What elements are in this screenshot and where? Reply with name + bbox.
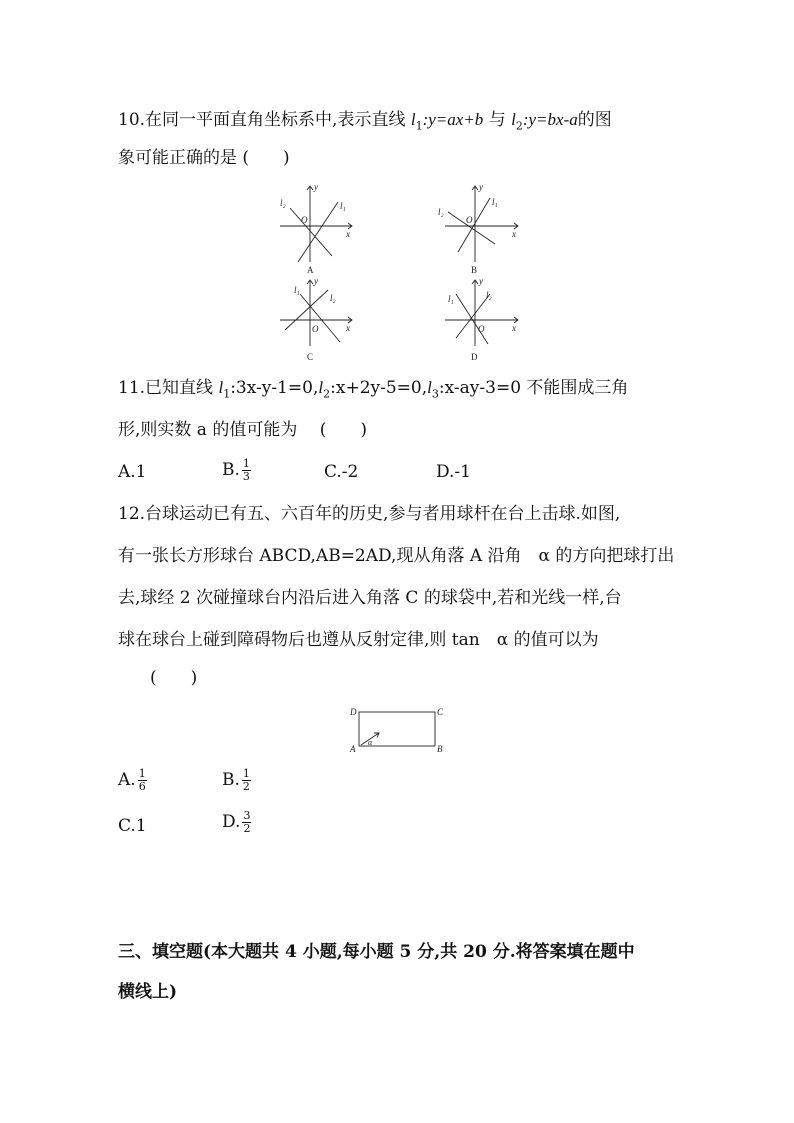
q12-line-3: 去,球经 2 次碰撞球台内沿后进入角落 C 的球袋中,若和光线一样,台 bbox=[118, 588, 622, 608]
q12-line-4: 球在球台上碰到障碍物后也遵从反射定律,则 tan α 的值可以为 bbox=[118, 630, 599, 650]
graph-c-caption: C bbox=[307, 352, 314, 362]
q11-option-c[interactable]: C.-2 bbox=[324, 462, 359, 482]
q10-l1-symbol: l bbox=[410, 110, 416, 129]
q11-line-1 bbox=[118, 378, 628, 404]
q10-lead: 10.在同一平面直角坐标系中,表示直线 bbox=[118, 110, 406, 130]
q11-option-b[interactable] bbox=[222, 458, 251, 483]
q12-option-b-denominator: 2 bbox=[242, 780, 250, 793]
graph-d-l1-label: l₁ bbox=[448, 294, 454, 304]
q12-option-b-fraction bbox=[242, 768, 251, 793]
q10-l1-equation: :y=ax+b bbox=[422, 110, 484, 129]
graph-a-x-label: x bbox=[346, 229, 350, 239]
q12-option-b[interactable] bbox=[222, 768, 251, 793]
graph-b-caption: B bbox=[471, 265, 478, 275]
q12-option-b-prefix: B. bbox=[222, 770, 240, 790]
q12-option-a-fraction bbox=[138, 768, 147, 793]
q11-option-b-fraction bbox=[242, 458, 251, 483]
q12-billiard-table-figure bbox=[345, 703, 450, 755]
graph-c-l1-label: l₁ bbox=[294, 285, 300, 295]
q11-option-a[interactable]: A.1 bbox=[118, 462, 147, 482]
q12-option-d-fraction bbox=[242, 810, 251, 835]
q10-l2-symbol: l bbox=[511, 110, 516, 129]
graph-a-caption: A bbox=[307, 265, 314, 275]
q10-tail: 的图 bbox=[577, 110, 612, 130]
graph-a-l2-label: l₂ bbox=[280, 198, 286, 208]
q11-l2-equation: :x+2y-5=0, bbox=[330, 378, 428, 398]
q12-option-d-numerator: 3 bbox=[243, 809, 251, 822]
q11-l3-equation: :x-ay-3=0 bbox=[438, 378, 522, 398]
corner-d-label: D bbox=[350, 707, 357, 717]
graph-c-y-label: y bbox=[314, 276, 318, 286]
q10-l2-equation: :y=bx-a bbox=[522, 110, 578, 129]
graph-b-y-label: y bbox=[479, 182, 483, 192]
q11-option-b-numerator: 1 bbox=[242, 457, 250, 470]
q10-line-2: 象可能正确的是 ( ) bbox=[118, 148, 290, 168]
q10-l2-subscript: 2 bbox=[515, 119, 523, 133]
q11-tail: 不能围成三角 bbox=[526, 378, 629, 398]
q12-line-2: 有一张长方形球台 ABCD,AB=2AD,现从角落 A 沿角 α 的方向把球打出 bbox=[118, 546, 675, 566]
q10-l1-subscript: 1 bbox=[415, 119, 423, 133]
q11-l1-subscript: 1 bbox=[223, 387, 231, 401]
q11-option-b-prefix: B. bbox=[222, 460, 240, 480]
section-3-heading-line-2: 横线上) bbox=[118, 982, 178, 1002]
graph-b-l1-label: l₁ bbox=[492, 197, 498, 207]
graph-a-l1-label: l₁ bbox=[340, 201, 346, 211]
q11-lead: 11.已知直线 bbox=[118, 378, 214, 398]
graph-a-origin-label: O bbox=[301, 215, 308, 225]
q10-figure bbox=[270, 180, 530, 365]
graph-d-caption: D bbox=[471, 352, 478, 362]
graph-d-y-label: y bbox=[479, 276, 483, 286]
alpha-label: α bbox=[368, 738, 373, 747]
corner-a-label: A bbox=[350, 744, 356, 754]
q11-l2-symbol: l bbox=[318, 378, 324, 397]
q11-l2-subscript: 2 bbox=[323, 387, 331, 401]
graph-c-l2-label: l₂ bbox=[330, 293, 336, 303]
graph-b-x-label: x bbox=[512, 229, 516, 239]
corner-c-label: C bbox=[437, 707, 444, 717]
q11-line-2: 形,则实数 a 的值可能为 ( ) bbox=[118, 420, 368, 440]
q11-l1-symbol: l bbox=[218, 378, 224, 397]
graph-b-origin-label: O bbox=[466, 215, 473, 225]
q11-option-b-denominator: 3 bbox=[242, 470, 250, 483]
q12-line-5: ( ) bbox=[150, 668, 198, 688]
q12-option-b-numerator: 1 bbox=[242, 767, 250, 780]
graph-c-origin-label: O bbox=[312, 324, 319, 334]
graph-c-x-label: x bbox=[346, 323, 350, 333]
q12-option-a-denominator: 6 bbox=[138, 780, 146, 793]
q11-l3-symbol: l bbox=[427, 378, 432, 397]
corner-b-label: B bbox=[437, 744, 443, 754]
q12-option-d-prefix: D. bbox=[222, 812, 241, 832]
graph-b-l2-label: l₂ bbox=[438, 207, 444, 217]
q11-option-d[interactable]: D.-1 bbox=[436, 462, 471, 482]
q12-option-a[interactable] bbox=[118, 768, 147, 793]
q12-option-a-numerator: 1 bbox=[138, 767, 146, 780]
q10-line-1 bbox=[118, 110, 612, 136]
q10-mid: 与 bbox=[488, 110, 506, 130]
q11-l1-equation: :3x-y-1=0, bbox=[230, 378, 319, 398]
graph-d-origin-label: O bbox=[478, 324, 485, 334]
q12-option-d-denominator: 2 bbox=[243, 822, 251, 835]
q12-option-a-prefix: A. bbox=[118, 770, 136, 790]
q12-option-d[interactable] bbox=[222, 810, 251, 835]
graph-a-y-label: y bbox=[314, 182, 318, 192]
q12-line-1: 12.台球运动已有五、六百年的历史,参与者用球杆在台上击球.如图, bbox=[118, 504, 621, 524]
arrow-head-icon bbox=[374, 733, 379, 738]
q12-option-c[interactable]: C.1 bbox=[118, 816, 147, 836]
graph-d-x-label: x bbox=[512, 323, 516, 333]
section-3-heading-line-1: 三、填空题(本大题共 4 小题,每小题 5 分,共 20 分.将答案填在题中 bbox=[118, 942, 635, 962]
graph-d-l2-label: l₂ bbox=[486, 290, 492, 300]
q11-l3-subscript: 3 bbox=[431, 387, 439, 401]
